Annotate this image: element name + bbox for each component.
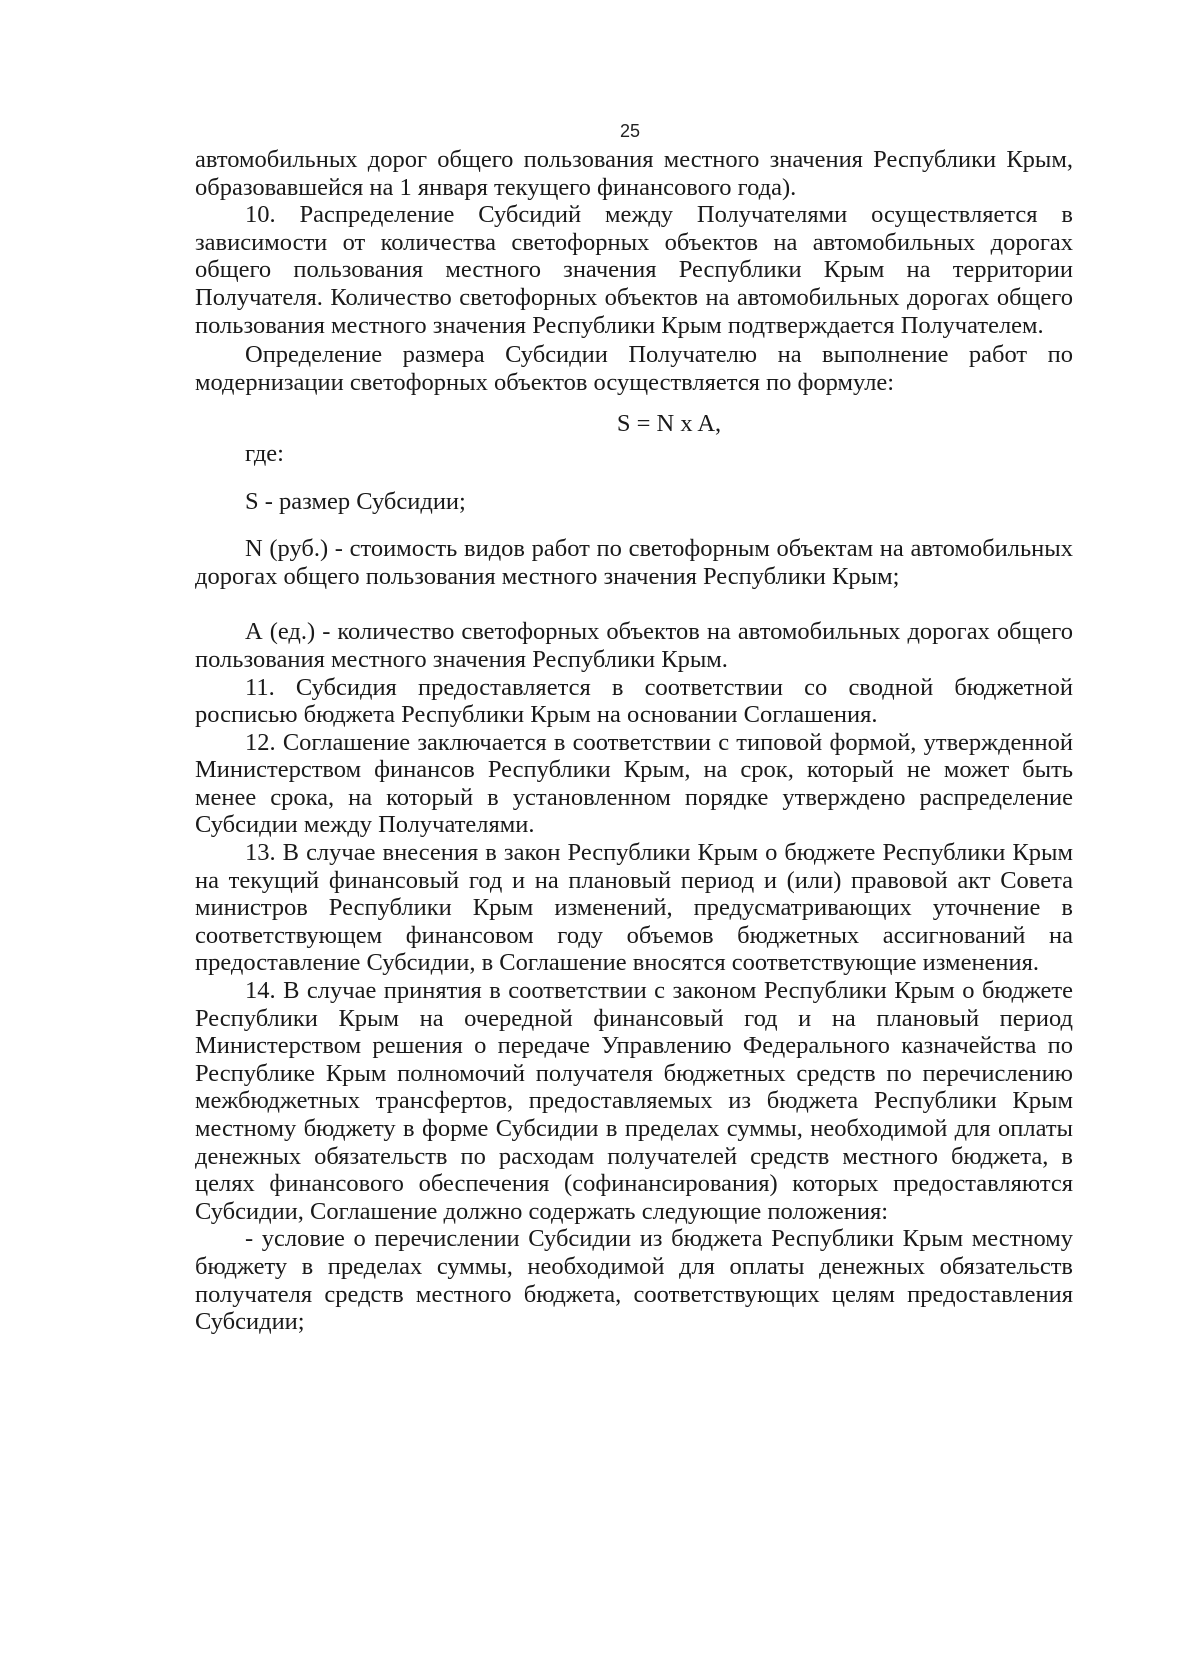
paragraph-14-item: - условие о перечислении Субсидии из бюджета Республики Крым местному бюджету в пределах суммы, необходимой для оплаты денежных обязательств получателя средств местного бюджета, соответствующих целям предоставления Субсидии; <box>195 1225 1073 1336</box>
paragraph-12: 12. Соглашение заключается в соответствии с типовой формой, утвержденной Министерством финансов Республики Крым, на срок, который не может быть менее срока, на который в установленном порядке утверждено распределение Субсидии между Получателями. <box>195 728 1073 839</box>
where-label: где: <box>245 439 284 467</box>
document-body <box>195 146 1073 1336</box>
definition-n: N (руб.) - стоимость видов работ по светофорным объектам на автомобильных дорогах общего пользования местного значения Республики Крым; <box>195 535 1073 590</box>
page-number: 25 <box>619 121 641 141</box>
paragraph-14: 14. В случае принятия в соответствии с законом Республики Крым о бюджете Республики Крым на очередной финансовый год и на плановый период Министерством решения о передаче Управлению Федерального казначейства по Республике Крым полномочий получателя бюджетных средств по перечислению межбюджетных трансфертов, предоставляемых из бюджета Республики Крым местному бюджету в форме Субсидии в пределах суммы, необходимой для оплаты денежных обязательств по расходам получателей средств местного бюджета, в целях финансового обеспечения (софинансирования) которых предоставляются Субсидии, Соглашение должно содержать следующие положения: <box>195 977 1073 1225</box>
paragraph-10: 10. Распределение Субсидий между Получателями осуществляется в зависимости от количества светофорных объектов на автомобильных дорогах общего пользования местного значения Республики Крым на территории Получателя. Количество светофорных объектов на автомобильных дорогах общего пользования местного значения Республики Крым подтверждается Получателем. <box>195 201 1073 339</box>
definition-a: А (ед.) - количество светофорных объектов на автомобильных дорогах общего пользования местного значения Республики Крым. <box>195 618 1073 673</box>
formula: S = N x A, <box>616 410 722 438</box>
paragraph-13: 13. В случае внесения в закон Республики Крым о бюджете Республики Крым на текущий финансовый год и на плановый период и (или) правовой акт Совета министров Республики Крым изменений, предусматривающих уточнение в соответствующем финансовом году объемов бюджетных ассигнований на предоставление Субсидии, в Соглашение вносятся соответствующие изменения. <box>195 839 1073 977</box>
definition-s: S - размер Субсидии; <box>245 487 466 515</box>
paragraph-continuation: автомобильных дорог общего пользования местного значения Республики Крым, образовавшейся на 1 января текущего финансового года). <box>195 146 1073 201</box>
paragraph-subsidy-definition: Определение размера Субсидии Получателю на выполнение работ по модернизации светофорных объектов осуществляется по формуле: <box>195 341 1073 396</box>
paragraph-11: 11. Субсидия предоставляется в соответствии со сводной бюджетной росписью бюджета Республики Крым на основании Соглашения. <box>195 673 1073 729</box>
